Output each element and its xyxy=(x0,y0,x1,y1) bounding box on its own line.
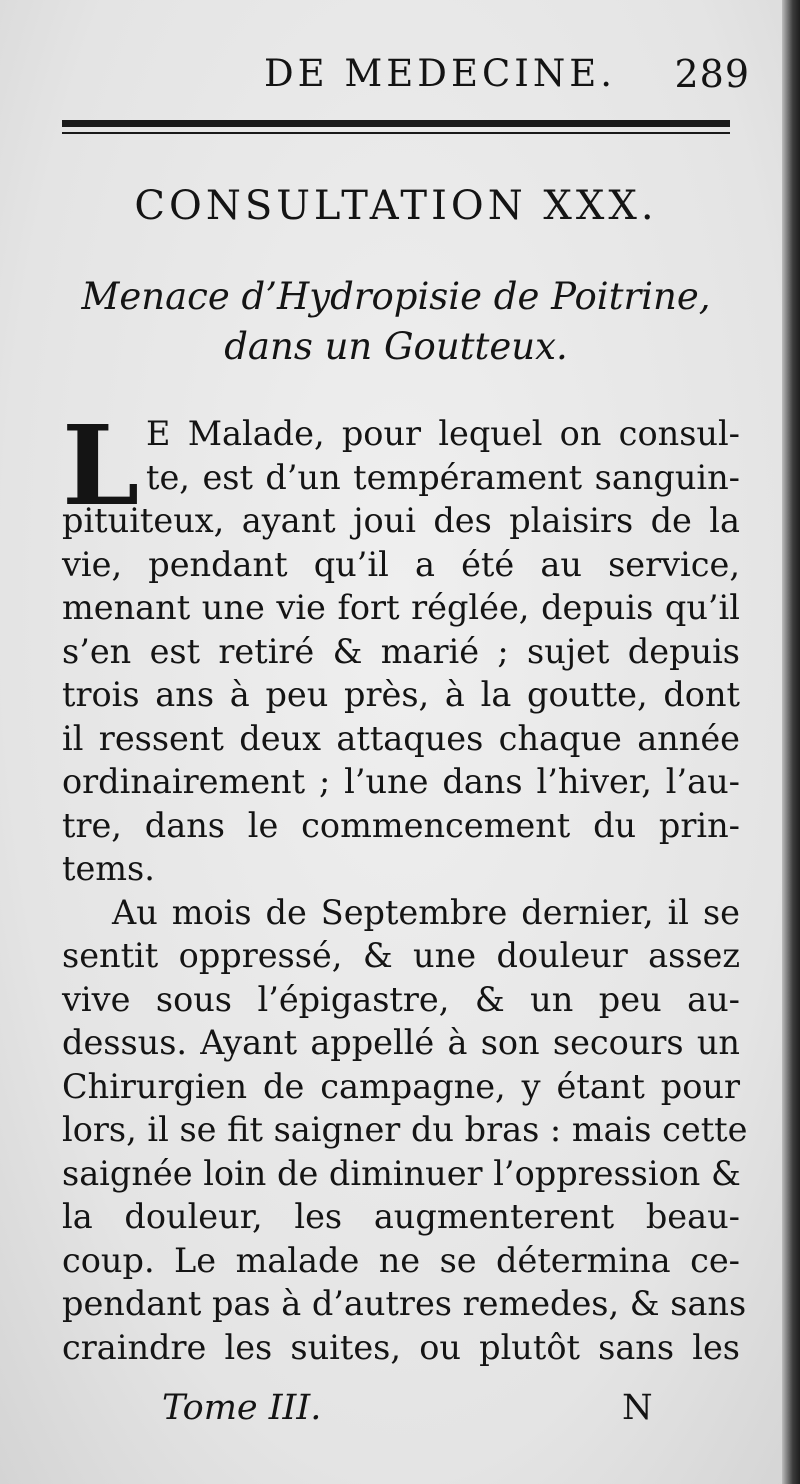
text-line: lors, il se fit saigner du bras : mais cette xyxy=(62,1110,748,1149)
volume-label: Tome III. xyxy=(162,1388,322,1428)
running-head-title: DE MEDECINE. xyxy=(263,52,617,95)
text-line: dessus. Ayant appellé à son secours un xyxy=(62,1023,740,1062)
body-text xyxy=(62,401,748,1369)
consultation-heading: CONSULTATION XXX. xyxy=(134,183,658,229)
text-line: tems. xyxy=(62,849,155,888)
text-line: s’en est retiré & marié ; sujet depuis xyxy=(62,631,740,671)
text-line: E Malade, pour lequel on consul- xyxy=(146,414,740,453)
header-rule-thin xyxy=(62,132,730,134)
subtitle-line-1: Menace d’Hydropisie de Poitrine, xyxy=(81,275,711,318)
text-line: pituiteux, ayant joui des plaisirs de la xyxy=(62,501,740,540)
subtitle-line-2: dans un Goutteux. xyxy=(224,325,568,368)
drop-cap: L xyxy=(62,401,140,530)
page-footer xyxy=(62,1388,740,1438)
text-line: menant une vie fort réglée, depuis qu’il xyxy=(62,588,740,627)
page-number: 289 xyxy=(674,52,750,96)
text-line: tre, dans le commencement du prin- xyxy=(62,805,740,845)
text-line: sentit oppressé, & une douleur assez xyxy=(62,936,740,975)
running-head xyxy=(60,52,750,102)
text-line: Chirurgien de campagne, y étant pour xyxy=(62,1066,740,1106)
text-line: saignée loin de diminuer l’oppression & xyxy=(62,1153,741,1193)
page-edge-shadow xyxy=(782,0,800,1484)
text-line: ordinairement ; l’une dans l’hiver, l’au- xyxy=(62,762,740,801)
text-line: te, est d’un tempérament sanguin- xyxy=(146,457,740,497)
text-line: vive sous l’épigastre, & un peu au- xyxy=(62,979,740,1019)
text-line: pendant pas à d’autres remedes, & sans xyxy=(62,1284,747,1323)
text-line: coup. Le malade ne se détermina ce- xyxy=(62,1240,740,1280)
text-line: trois ans à peu près, à la goutte, dont xyxy=(62,675,740,714)
text-line: Au mois de Septembre dernier, il se xyxy=(112,892,740,932)
text-line: la douleur, les augmenterent beau- xyxy=(62,1197,740,1236)
header-rule-thick xyxy=(62,120,730,127)
signature-mark: N xyxy=(622,1388,653,1428)
consultation-subtitle xyxy=(62,272,730,372)
text-line: vie, pendant qu’il a été au service, xyxy=(62,544,740,584)
text-line: il ressent deux attaques chaque année xyxy=(62,718,740,758)
text-line: craindre les suites, ou plutôt sans les xyxy=(62,1327,740,1367)
